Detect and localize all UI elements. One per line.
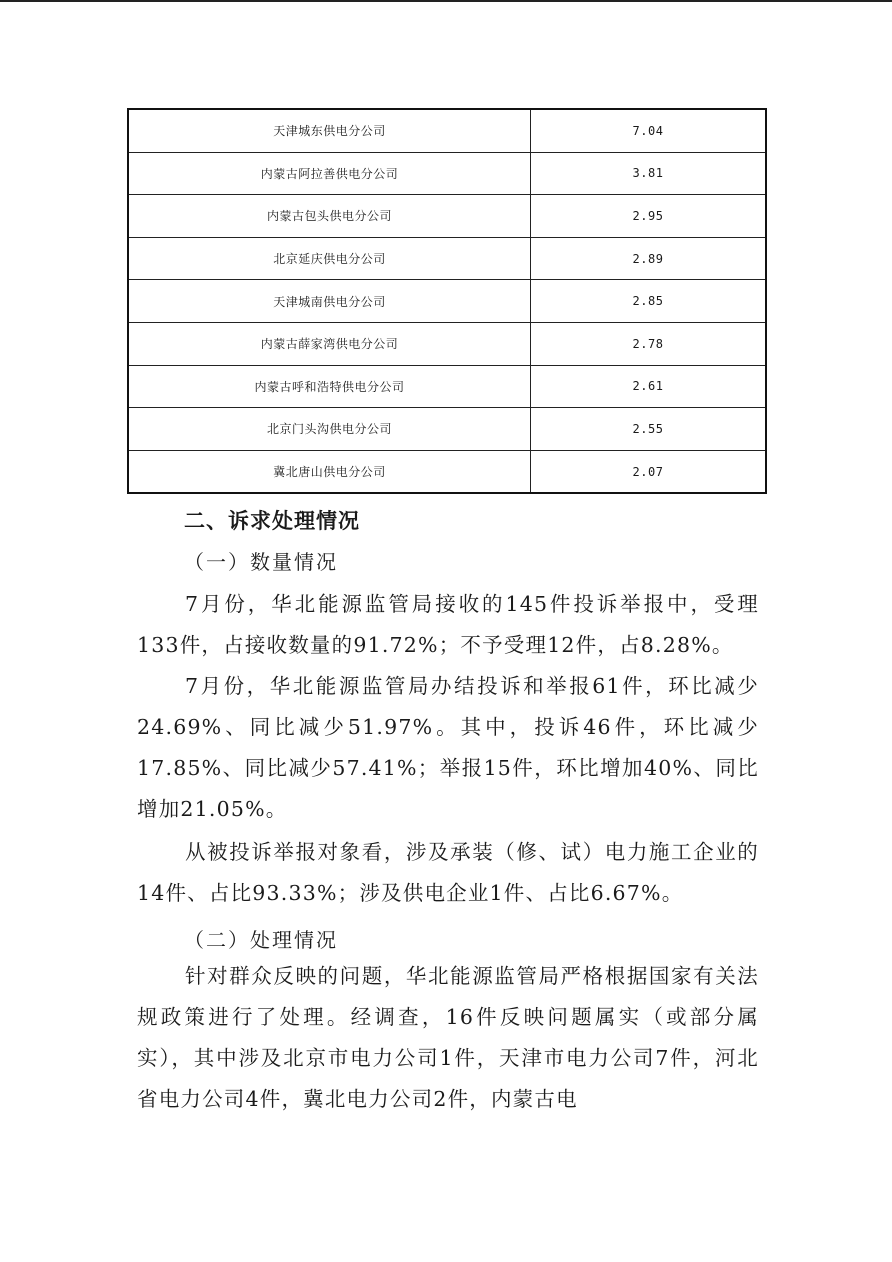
- company-name-cell: 内蒙古阿拉善供电分公司: [128, 152, 531, 195]
- value-cell: 2.78: [531, 322, 767, 365]
- power-company-table: [127, 108, 767, 494]
- table-row: [128, 450, 766, 493]
- paragraph-concluded: 7月份，华北能源监管局办结投诉和举报61件，环比减少24.69%、同比减少51.97%。其中，投诉46件，环比减少17.85%、同比减少57.41%；举报15件，环比增加40%、同比增加21.05%。: [137, 674, 759, 821]
- subsection-title-handling: （二）处理情况: [184, 928, 338, 952]
- paragraph-received: 7月份，华北能源监管局接收的145件投诉举报中，受理133件，占接收数量的91.72%；不予受理12件，占8.28%。: [137, 592, 759, 657]
- table-row: [128, 237, 766, 280]
- value-cell: 7.04: [531, 109, 767, 152]
- value-cell: 2.55: [531, 408, 767, 451]
- company-name-cell: 天津城南供电分公司: [128, 280, 531, 323]
- table-row: [128, 152, 766, 195]
- table-row: [128, 195, 766, 238]
- value-cell: 2.89: [531, 237, 767, 280]
- value-cell: 2.61: [531, 365, 767, 408]
- company-name-cell: 北京延庆供电分公司: [128, 237, 531, 280]
- paragraph-targets: 从被投诉举报对象看，涉及承装（修、试）电力施工企业的14件、占比93.33%；涉及供电企业1件、占比6.67%。: [137, 840, 759, 905]
- subsection-title-quantity: （一）数量情况: [184, 550, 338, 574]
- value-cell: 2.95: [531, 195, 767, 238]
- company-name-cell: 天津城东供电分公司: [128, 109, 531, 152]
- table-row: [128, 280, 766, 323]
- table-row: [128, 408, 766, 451]
- value-cell: 2.07: [531, 450, 767, 493]
- company-name-cell: 内蒙古薛家湾供电分公司: [128, 322, 531, 365]
- table-row: [128, 109, 766, 152]
- table-row: [128, 322, 766, 365]
- section-heading: 二、诉求处理情况: [184, 509, 360, 533]
- company-name-cell: 北京门头沟供电分公司: [128, 408, 531, 451]
- company-name-cell: 内蒙古包头供电分公司: [128, 195, 531, 238]
- company-name-cell: 内蒙古呼和浩特供电分公司: [128, 365, 531, 408]
- value-cell: 3.81: [531, 152, 767, 195]
- paragraph-handling: 针对群众反映的问题，华北能源监管局严格根据国家有关法规政策进行了处理。经调查，16件反映问题属实（或部分属实），其中涉及北京市电力公司1件，天津市电力公司7件，河北省电力公司4件，冀北电力公司2件，内蒙古电: [137, 964, 759, 1111]
- table-row: [128, 365, 766, 408]
- value-cell: 2.85: [531, 280, 767, 323]
- company-name-cell: 冀北唐山供电分公司: [128, 450, 531, 493]
- top-rule: [0, 0, 892, 2]
